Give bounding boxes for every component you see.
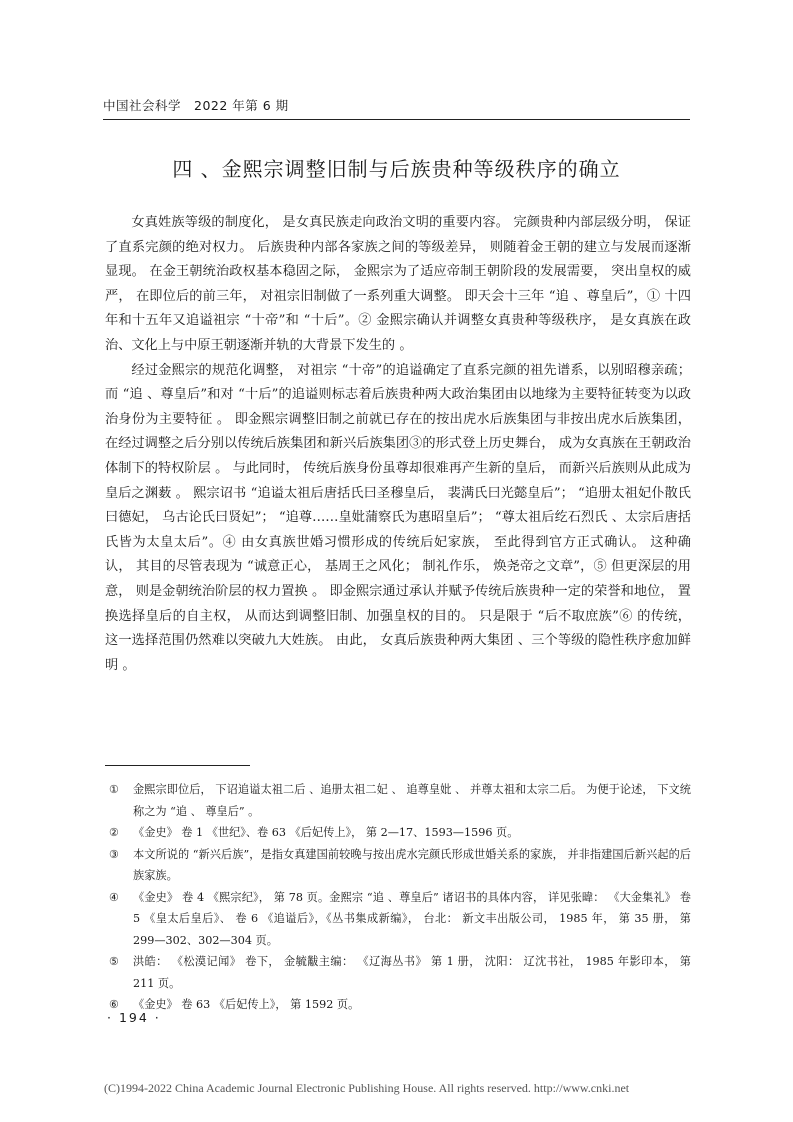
footnote bbox=[105, 994, 691, 1016]
footnote-divider bbox=[105, 765, 250, 766]
footnote bbox=[105, 779, 691, 822]
footnote bbox=[105, 844, 691, 887]
footnote-text: 洪皓： 《松漠记闻》 卷下， 金毓黻主编： 《辽海丛书》 第 1 册， 沈阳： 辽沈书社， 1985 年影印本， 第 211 页。 bbox=[133, 955, 691, 990]
header-divider bbox=[103, 119, 690, 120]
running-header: 中国社会科学 2022 年第 6 期 bbox=[103, 98, 289, 113]
footnotes bbox=[105, 779, 691, 1016]
footnote-marker: ⑥ bbox=[109, 998, 120, 1011]
footnote-text: 本文所说的 “新兴后族”，是指女真建国前较晚与按出虎水完颜氏形成世婚关系的家族， 并非指建国后新兴起的后族家族。 bbox=[133, 847, 691, 882]
footnote-marker: ④ bbox=[109, 890, 120, 904]
footnote-text: 《金史》 卷 1 《世纪》、卷 63 《后妃传上》， 第 2—17、1593—1596 页。 bbox=[133, 826, 519, 839]
footnote-text: 《金史》 卷 63 《后妃传上》， 第 1592 页。 bbox=[133, 998, 360, 1011]
footnote bbox=[105, 822, 691, 844]
footnote bbox=[105, 951, 691, 994]
footnote-text: 金熙宗即位后， 下诏追谥太祖二后 、追册太祖二妃 、 追尊皇妣 、 并尊太祖和太宗二后。 为便于论述， 下文统称之为 “追 、 尊皇后” 。 bbox=[133, 783, 691, 818]
footnote-marker: ⑤ bbox=[109, 955, 120, 968]
footnote-marker: ② bbox=[109, 826, 120, 839]
paragraph: 女真姓族等级的制度化， 是女真民族走向政治文明的重要内容。 完颜贵种内部层级分明， 保证了直系完颜的绝对权力。 后族贵种内部各家族之间的等级差异， 则随着金王朝的建立与发展而逐渐显现。 在金王朝统治政权基本稳固之际， 金熙宗为了适应帝制王朝阶段的发展需要， 突出皇权的威严， 在即位后的前三年， 对祖宗旧制做了一系列重大调整。 即天会十三年 “追 、尊皇后”，① 十四年和十五年又追谥祖宗 “十帝”和 “十后”。② 金熙宗确认并调整女真贵种等级秩序， 是女真族在政治、文化上与中原王朝逐渐并轨的大背景下发生的 。 bbox=[105, 215, 691, 353]
paragraph: 经过金熙宗的规范化调整， 对祖宗 “十帝”的追谥确定了直系完颜的祖先谱系，以别昭穆亲疏； 而 “追 、尊皇后”和对 “十后”的追谥则标志着后族贵种两大政治集团由以地缘为主要特征转变为以政治身份为主要特征 。 即金熙宗调整旧制之前就已存在的按出虎水后族集团与非按出虎水后族集团， 在经过调整之后分别以传统后族集团和新兴后族集团③的形式登上历史舞台， 成为女真族在王朝政治体制下的特权阶层 。 与此同时， 传统后族身份虽尊却很难再产生新的皇后， 而新兴后族则从此成为皇后之渊薮 。 熙宗诏书 “追谥太祖后唐括氏曰圣穆皇后， 裴满氏曰光懿皇后”； “追册太祖妃仆散氏曰德妃， 乌古论氏曰贤妃”； “追尊……皇妣蒲察氏为惠昭皇后”； “尊太祖后纥石烈氏 、太宗后唐括氏皆为太皇太后”。④ 由女真族世婚习惯形成的传统后妃家族， 至此得到官方正式确认。 这种确认， 其目的尽管表现为 “诚意正心， 基周王之风化； 制礼作乐， 焕尧帝之文章”，⑤ 但更深层的用意， 则是金朝统治阶层的权力置换 。 即金熙宗通过承认并赋予传统后族贵种一定的荣誉和地位， 置换选择皇后的自主权， 从而达到调整旧制、加强皇权的目的。 只是限于 “后不取庶族”⑥ 的传统， 这一选择范围仍然难以突破九大姓族。 由此， 女真后族贵种两大集团 、三个等级的隐性秩序愈加鲜明 。 bbox=[105, 362, 691, 673]
footnote-marker: ① bbox=[109, 783, 120, 796]
body-text bbox=[105, 211, 691, 678]
footnote bbox=[105, 887, 691, 952]
footnote-marker: ③ bbox=[109, 847, 120, 861]
footnote-text: 《金史》 卷 4 《熙宗纪》， 第 78 页。金熙宗 “追 、尊皇后” 诸诏书的具体内容， 详见张暐： 《大金集礼》 卷 5 《皇太后皇后》、 卷 6 《追谥后》，《丛书集成新编》， 台北： 新文丰出版公司， 1985 年， 第 35 册， 第 299—302、302—304 页。 bbox=[133, 890, 691, 947]
section-title: 四 、金熙宗调整旧制与后族贵种等级秩序的确立 bbox=[172, 157, 621, 181]
copyright-notice: (C)1994-2022 China Academic Journal Electronic Publishing House. All rights reserved. http://www.cnki.net bbox=[104, 1081, 630, 1095]
page-number: · 194 · bbox=[107, 1010, 161, 1025]
